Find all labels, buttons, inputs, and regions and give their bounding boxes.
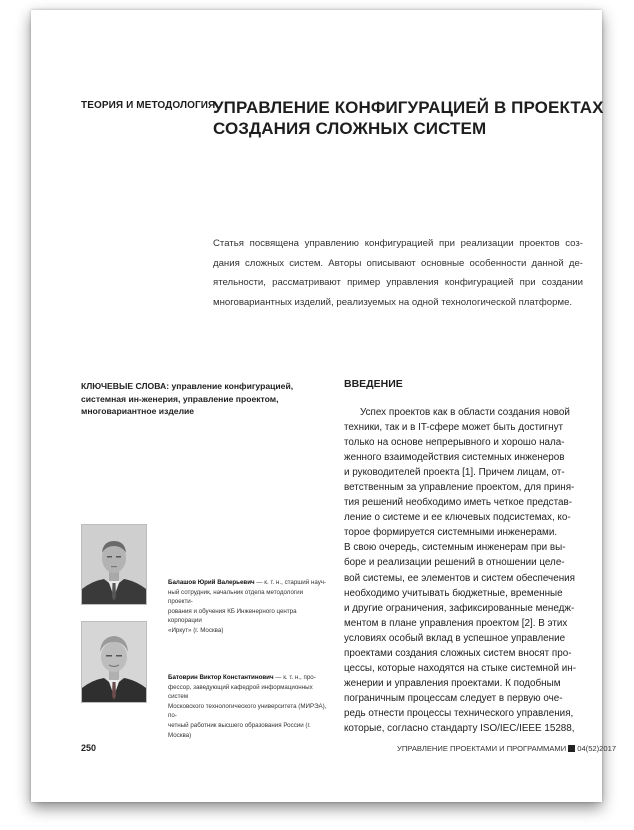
abstract-line: Статья посвящена управлению конфигурацией при реализации проектов соз- xyxy=(213,238,583,249)
body-line: В свою очередь, системным инженерам при вы- xyxy=(344,542,566,554)
abstract-line: дания сложных систем. Авторы описывают основные особенности данной де- xyxy=(213,257,583,269)
article-title xyxy=(213,97,604,139)
journal-issue: 04(52)2017 xyxy=(577,744,617,753)
keywords-text: управление конфигурацией, системная ин-женерия, управление проектом, многовариантное изделие xyxy=(81,381,294,416)
author-bio-line: Московского технологического университета (МИРЭА), по- xyxy=(168,702,327,720)
author-name: Батоврин Виктор Константинович xyxy=(168,674,274,681)
body-line: торое формируется системными инженерами. xyxy=(344,527,558,539)
body-line: вой системы, ее элементов и систем обеспечения xyxy=(344,572,576,584)
body-line: которые, согласно стандарту ISO/IEC/IEEE 15288, xyxy=(344,722,575,734)
body-line: пограничным процессам следует в первую оче- xyxy=(344,692,563,704)
journal-footer xyxy=(397,744,616,753)
author-portrait-2 xyxy=(82,622,146,702)
keywords xyxy=(81,380,326,418)
author-bio-line: — к. т. н., старший науч- xyxy=(254,579,327,586)
body-line: и другие ограничения, зафиксированные менедж- xyxy=(344,602,575,614)
body-line: женного взаимодействия системных инженеров xyxy=(344,452,565,464)
author-bio-line: — к. т. н., про- xyxy=(273,674,316,681)
page-number: 250 xyxy=(81,743,97,753)
author-photo xyxy=(81,621,147,703)
body-line: условиях особый вклад в успешное управление xyxy=(344,632,566,644)
body-line: цессы, которые находятся на стыке системной ин- xyxy=(344,662,576,674)
author-bio-line: «Иркут» (г. Москва) xyxy=(168,626,224,634)
body-line: ление о системе и ее ключевых подсистемах, ко- xyxy=(344,512,571,524)
author-bio-line: четный работник высшего образования России (г. Москва) xyxy=(168,721,311,739)
body-line: ветственным за управление проектом, для приня- xyxy=(344,482,575,494)
section-heading: ВВЕДЕНИЕ xyxy=(344,378,403,390)
body-line: только на основе непрерывного и хорошо нала- xyxy=(344,437,565,449)
abstract-line: ятельности, рассматривают пример управления конфигурацией при создании xyxy=(213,277,583,289)
author-bio-line: ный сотрудник, начальник отдела методологии проекти- xyxy=(168,588,304,606)
body-line: и руководителей проекта [1]. Причем лицам, от- xyxy=(344,467,565,479)
body-line: женерии и управления проектами. К подобным xyxy=(344,677,561,689)
title-line: УПРАВЛЕНИЕ КОНФИГУРАЦИЕЙ В ПРОЕКТАХ xyxy=(213,98,604,117)
author-bio-line: фессор, заведующий кафедрой информационных систем xyxy=(168,683,313,701)
author-name: Балашов Юрий Валерьевич xyxy=(168,579,255,586)
body-text xyxy=(344,405,592,736)
author-portrait-1 xyxy=(82,525,146,604)
body-line: ментом в плане управления проектом [2]. В этих xyxy=(344,617,568,629)
section-label: ТЕОРИЯ И МЕТОДОЛОГИЯ xyxy=(81,100,216,111)
abstract xyxy=(213,234,583,312)
journal-name: УПРАВЛЕНИЕ ПРОЕКТАМИ И ПРОГРАММАМИ xyxy=(397,744,567,753)
title-line: СОЗДАНИЯ СЛОЖНЫХ СИСТЕМ xyxy=(213,119,487,138)
body-line: тия решений необходимо иметь четкое представ- xyxy=(344,497,573,509)
body-line: Успех проектов как в области создания новой xyxy=(360,407,570,418)
abstract-line: многовариантных изделий, реализуемых на одной технологической платформе. xyxy=(213,296,573,308)
square-separator-icon xyxy=(568,745,575,752)
author-photo xyxy=(81,524,147,605)
body-line: боре и реализации решений в отношении целе- xyxy=(344,557,565,569)
author-bio xyxy=(168,673,328,740)
body-line: редь отнести процессы технического управления, xyxy=(344,707,574,719)
author-bio-line: рования и обучения КБ Инженерного центра корпорации xyxy=(168,607,297,625)
body-line: проектами создания сложных систем вносят про- xyxy=(344,647,572,659)
document-page xyxy=(31,10,617,802)
body-line: техники, так и в IT-сфере может быть достигнут xyxy=(344,422,564,434)
body-line: необходимо учитывать бюджетные, временные xyxy=(344,587,563,599)
keywords-label: КЛЮЧЕВЫЕ СЛОВА: xyxy=(81,381,170,391)
author-bio xyxy=(168,578,328,636)
